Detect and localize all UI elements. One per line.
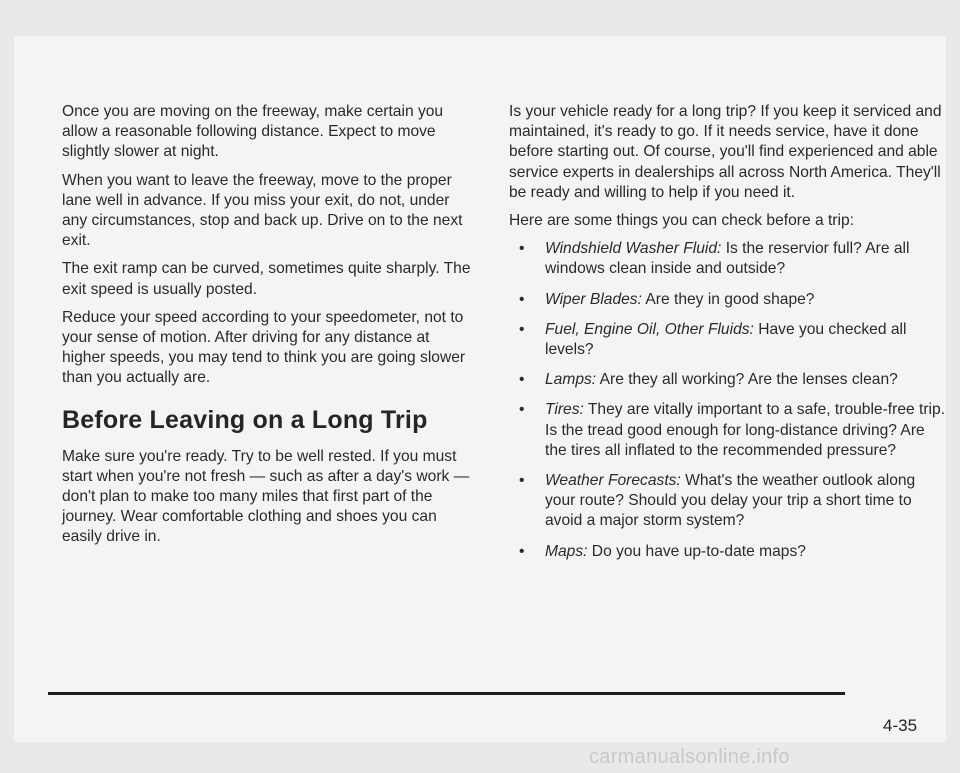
page-number: 4-35 [883, 716, 918, 735]
item-text: Are they in good shape? [641, 290, 815, 308]
list-item [509, 370, 949, 390]
item-text: Do you have up-to-date maps? [587, 542, 806, 560]
list-item [509, 400, 949, 461]
paragraph-leaving-freeway: When you want to leave the freeway, move to the proper lane well in advance. If you miss your exit, do not, under any circumstances, stop and back up. Drive on to the next exit. [62, 171, 463, 250]
paragraph-be-ready: Make sure you're ready. Try to be well rested. If you must start when you're not fresh — such as after a day's work — don't plan to make too many miles that first part of the journey. Wear comfortable clothing and shoes you can easily drive in. [62, 447, 470, 546]
paragraph-following-distance: Once you are moving on the freeway, make certain you allow a reasonable following distance. Expect to move slightly slower at night. [62, 103, 444, 161]
item-term: Fuel, Engine Oil, Other Fluids: [545, 320, 754, 338]
item-term: Weather Forecasts: [545, 472, 681, 490]
footer-rule [48, 692, 845, 695]
item-text: Have you checked all levels? [545, 320, 907, 359]
item-term: Wiper Blades: [545, 290, 642, 308]
watermark-text: carmanualsonline.info [589, 746, 790, 768]
bullet-icon: • [519, 240, 525, 258]
paragraph-checklist-lead: Here are some things you can check before a trip: [509, 212, 854, 230]
item-text: Are they all working? Are the lenses clean? [596, 371, 898, 389]
list-item [509, 471, 949, 532]
item-text: What's the weather outlook along your route? Should you delay your trip a short time to avoid a major storm system? [545, 472, 916, 530]
item-term: Windshield Washer Fluid: [545, 240, 722, 258]
trip-checklist [509, 239, 949, 562]
item-text: They are vitally important to a safe, trouble-free trip. Is the tread good enough for long-distance driving? Are the tires all inflated to the recommended pressure? [545, 401, 945, 459]
list-item [509, 239, 949, 279]
bullet-icon: • [519, 401, 525, 419]
manual-page [14, 36, 946, 742]
bullet-icon: • [519, 371, 525, 389]
bullet-icon: • [519, 542, 525, 560]
paragraph-reduce-speed: Reduce your speed according to your speedometer, not to your sense of motion. After driving for any distance at higher speeds, you may tend to think you are going slower than you actually are. [62, 308, 466, 387]
bullet-icon: • [519, 320, 525, 338]
item-term: Tires: [545, 401, 584, 419]
bullet-icon: • [519, 472, 525, 490]
left-column [62, 102, 477, 556]
list-item [509, 320, 949, 360]
item-term: Lamps: [545, 371, 597, 389]
item-text: Is the reservior full? Are all windows clean inside and outside? [545, 240, 910, 278]
list-item [509, 542, 949, 562]
section-title: Before Leaving on a Long Trip [62, 405, 428, 434]
bullet-icon: • [519, 290, 525, 308]
list-item [509, 290, 949, 310]
item-term: Maps: [545, 542, 588, 560]
paragraph-exit-ramp: The exit ramp can be curved, sometimes quite sharply. The exit speed is usually posted. [62, 260, 471, 298]
right-column [509, 102, 949, 572]
paragraph-vehicle-ready: Is your vehicle ready for a long trip? If you keep it serviced and maintained, it's ready to go. If it needs service, have it done before starting out. Of course, you'll find experienced and able service experts in dealerships all across North America. They'll be ready and willing to help if you need it. [509, 103, 942, 201]
